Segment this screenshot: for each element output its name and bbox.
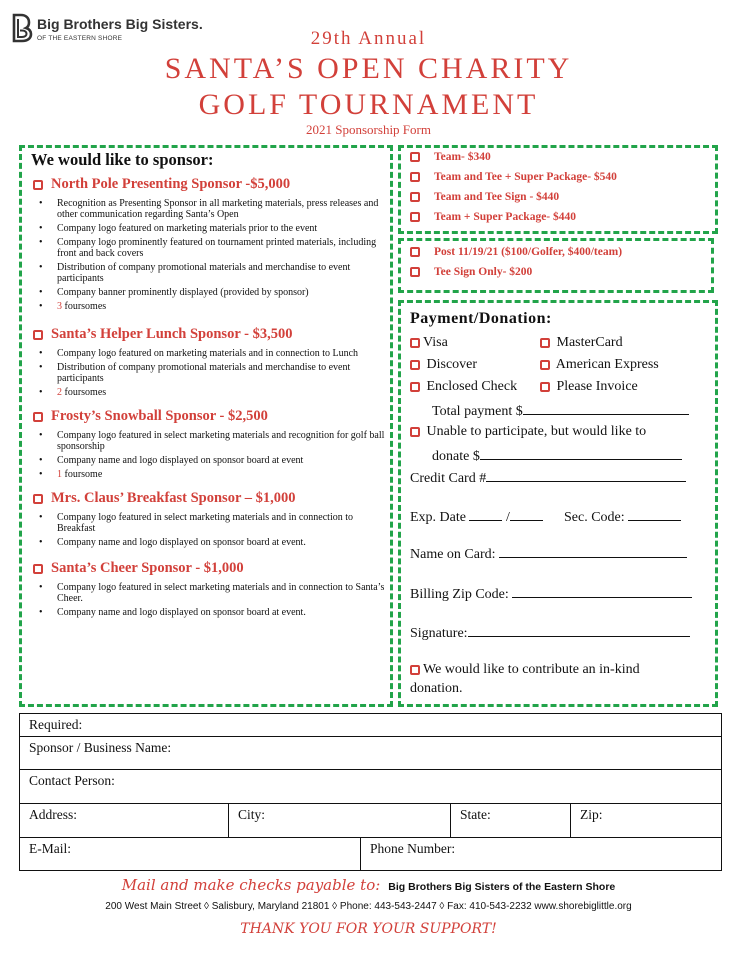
bullet-item: • Company logo featured in select marketing materials and in connection to Breakfast: [31, 512, 386, 534]
zip-label: Billing Zip Code:: [410, 587, 509, 602]
inkind-checkbox[interactable]: [410, 665, 420, 675]
phone-cell[interactable]: [360, 838, 721, 870]
team-checkbox[interactable]: [410, 152, 420, 162]
sig-field[interactable]: [468, 624, 690, 637]
amex-option: [540, 357, 659, 373]
bullet-item: • Distribution of company promotional materials and merchandise to event participants: [31, 262, 386, 284]
bullet-item-foursomes: [31, 469, 386, 480]
name-row: [410, 545, 687, 563]
zip-field[interactable]: [512, 585, 692, 598]
foursome-text: foursomes: [64, 387, 107, 398]
bullet-item: • Company name and logo displayed on sponsor board at event: [31, 455, 386, 466]
donate-row: [432, 447, 682, 465]
payment-heading: Payment/Donation:: [410, 310, 552, 327]
team-checkbox[interactable]: [410, 212, 420, 222]
state-label: State:: [460, 807, 491, 822]
presenting-title: North Pole Presenting Sponsor -$5,000: [51, 176, 291, 192]
post-checkbox[interactable]: [410, 247, 420, 257]
frosty-checkbox[interactable]: [33, 412, 43, 422]
city-label: City:: [238, 807, 266, 822]
thank-you: THANK YOU FOR YOUR SUPPORT!: [240, 921, 497, 937]
form-row-email: [20, 837, 721, 870]
sponsor-santas-cheer: [31, 560, 386, 618]
sponsor-mrs-claus: [31, 490, 386, 548]
sec-label: Sec. Code:: [564, 510, 625, 525]
invoice-option: [540, 379, 638, 395]
visa-option: [410, 335, 448, 351]
title-line2: GOLF TOURNAMENT: [198, 88, 539, 121]
frosty-title: Frosty’s Snowball Sponsor - $2,500: [51, 408, 268, 424]
post-option: [410, 246, 710, 266]
bullet-item-foursomes: [31, 387, 386, 398]
business-label: Sponsor / Business Name:: [29, 740, 172, 755]
post-option-label: Tee Sign Only- $200: [434, 266, 533, 278]
address-label: Address:: [29, 807, 77, 822]
annual-label: 29th Annual: [310, 28, 427, 49]
mail-line: [0, 876, 737, 895]
visa-label: Visa: [423, 335, 448, 350]
exp-row: [410, 508, 543, 526]
sig-label: Signature:: [410, 626, 468, 641]
required-label: Required:: [29, 717, 83, 732]
name-label: Name on Card:: [410, 547, 496, 562]
exp-label: Exp. Date: [410, 510, 466, 525]
santas-cheer-checkbox[interactable]: [33, 564, 43, 574]
post-option: [410, 266, 710, 286]
bullet-item: • Company logo featured on marketing materials and in connection to Lunch: [31, 348, 386, 359]
bullet-item: • Recognition as Presenting Sponsor in all marketing materials, press releases and other communication regarding Santa’s Open: [31, 198, 386, 220]
bullet-item: • Company name and logo displayed on sponsor board at event.: [31, 607, 386, 618]
check-checkbox[interactable]: [410, 382, 420, 392]
cc-field[interactable]: [486, 469, 686, 482]
post-checkbox[interactable]: [410, 267, 420, 277]
amex-label: American Express: [555, 357, 659, 372]
mastercard-checkbox[interactable]: [540, 338, 550, 348]
phone-label: Phone Number:: [370, 841, 456, 856]
donate-label: donate $: [432, 449, 480, 464]
sponsor-content: [31, 150, 386, 621]
mastercard-option: [540, 335, 623, 351]
bullet-item: • Company logo featured in select marketing materials and recognition for golf ball sponsorship: [31, 430, 386, 452]
form-row-address: [20, 803, 721, 837]
cc-row: [410, 469, 686, 487]
mastercard-label: MasterCard: [556, 335, 623, 350]
mrs-claus-title: Mrs. Claus’ Breakfast Sponsor – $1,000: [51, 490, 296, 506]
contact-label: Contact Person:: [29, 773, 115, 788]
bullet-item: • Company logo featured in select marketing materials and in connection to Santa’s Cheer.: [31, 582, 386, 604]
zip-cell[interactable]: [570, 804, 721, 837]
discover-option: [410, 357, 477, 373]
form-row-business[interactable]: [20, 736, 721, 769]
sec-field[interactable]: [628, 508, 681, 521]
name-field[interactable]: [499, 545, 687, 558]
helper-lunch-title: Santa’s Helper Lunch Sponsor - $3,500: [51, 326, 293, 342]
bullet-item: • Company logo featured on marketing materials prior to the event: [31, 223, 386, 234]
bullet-item: • Distribution of company promotional materials and merchandise to event participants: [31, 362, 386, 384]
form-row-required: [20, 714, 721, 736]
total-field[interactable]: [523, 402, 689, 415]
title-line1: SANTA’S OPEN CHARITY: [164, 52, 573, 85]
unable-checkbox[interactable]: [410, 427, 420, 437]
address-cell[interactable]: [20, 804, 228, 837]
footer-address: 200 West Main Street ◊ Salisbury, Maryland 21801 ◊ Phone: 443-543-2447 ◊ Fax: 410-543-2232 www.shorebiglittle.org: [105, 901, 632, 912]
team-option-label: Team- $340: [434, 151, 491, 163]
sec-row: [564, 508, 681, 526]
mail-label: Mail and make checks payable to:: [121, 876, 381, 894]
total-payment-row: [432, 402, 689, 420]
foursome-count: 3: [57, 301, 62, 312]
team-option-label: Team and Tee + Super Package- $540: [434, 171, 617, 183]
sponsor-frosty-snowball: [31, 408, 386, 480]
sponsor-presenting: [31, 176, 386, 312]
bullet-item: • Company logo prominently featured on tournament printed materials, including front and back covers: [31, 237, 386, 259]
sig-row: [410, 624, 690, 642]
team-option: [410, 191, 710, 211]
presenting-checkbox[interactable]: [33, 180, 43, 190]
discover-checkbox[interactable]: [410, 360, 420, 370]
team-option: [410, 151, 710, 171]
state-cell[interactable]: [450, 804, 570, 837]
cc-label: Credit Card #: [410, 471, 487, 486]
donate-field[interactable]: [480, 447, 682, 460]
team-option-label: Team + Super Package- $440: [434, 211, 576, 223]
sponsor-heading: We would like to sponsor:: [31, 150, 214, 169]
total-label: Total payment $: [432, 404, 523, 419]
email-label: E-Mail:: [29, 841, 71, 856]
visa-checkbox[interactable]: [410, 338, 420, 348]
exp-month-field[interactable]: [469, 508, 502, 521]
inkind-row: [410, 662, 640, 678]
invoice-checkbox[interactable]: [540, 382, 550, 392]
check-option: [410, 379, 517, 395]
check-label: Enclosed Check: [426, 379, 518, 394]
foursome-count: 2: [57, 387, 62, 398]
team-checkbox[interactable]: [410, 172, 420, 182]
zip-form-label: Zip:: [580, 807, 603, 822]
contact-form-table: [19, 713, 722, 871]
amex-checkbox[interactable]: [540, 360, 550, 370]
team-options: [410, 151, 710, 231]
team-option: [410, 171, 710, 191]
invoice-label: Please Invoice: [556, 379, 638, 394]
form-subtitle: 2021 Sponsorship Form: [306, 122, 431, 137]
sponsor-helper-lunch: [31, 326, 386, 398]
bullet-item-foursomes: [31, 301, 386, 312]
inkind-row-2: donation.: [410, 681, 463, 696]
bullet-item: • Company name and logo displayed on sponsor board at event.: [31, 537, 386, 548]
org-name: Big Brothers Big Sisters of the Eastern Shore: [388, 881, 616, 893]
email-cell[interactable]: [20, 838, 360, 870]
discover-label: Discover: [426, 357, 478, 372]
logo-subtitle: OF THE EASTERN SHORE: [37, 35, 123, 42]
mrs-claus-checkbox[interactable]: [33, 494, 43, 504]
form-row-contact[interactable]: [20, 769, 721, 803]
exp-separator: /: [505, 510, 510, 525]
exp-year-field[interactable]: [510, 508, 543, 521]
unable-label: Unable to participate, but would like to: [426, 424, 647, 439]
foursome-text: foursome: [64, 469, 103, 480]
inkind-label: We would like to contribute an in-kind: [423, 662, 640, 677]
team-checkbox[interactable]: [410, 192, 420, 202]
zip-row: [410, 585, 692, 603]
team-option-label: Team and Tee Sign - $440: [434, 191, 560, 203]
helper-lunch-checkbox[interactable]: [33, 330, 43, 340]
unable-row: [410, 424, 646, 440]
post-option-label: Post 11/19/21 ($100/Golfer, $400/team): [434, 246, 623, 258]
team-option: [410, 211, 710, 231]
post-options: [410, 246, 710, 286]
foursome-count: 1: [57, 469, 62, 480]
city-cell[interactable]: [228, 804, 450, 837]
santas-cheer-title: Santa’s Cheer Sponsor - $1,000: [51, 560, 244, 576]
foursome-text: foursomes: [64, 301, 107, 312]
logo-name: Big Brothers Big Sisters.: [37, 16, 203, 32]
bullet-item: • Company banner prominently displayed (provided by sponsor): [31, 287, 386, 298]
